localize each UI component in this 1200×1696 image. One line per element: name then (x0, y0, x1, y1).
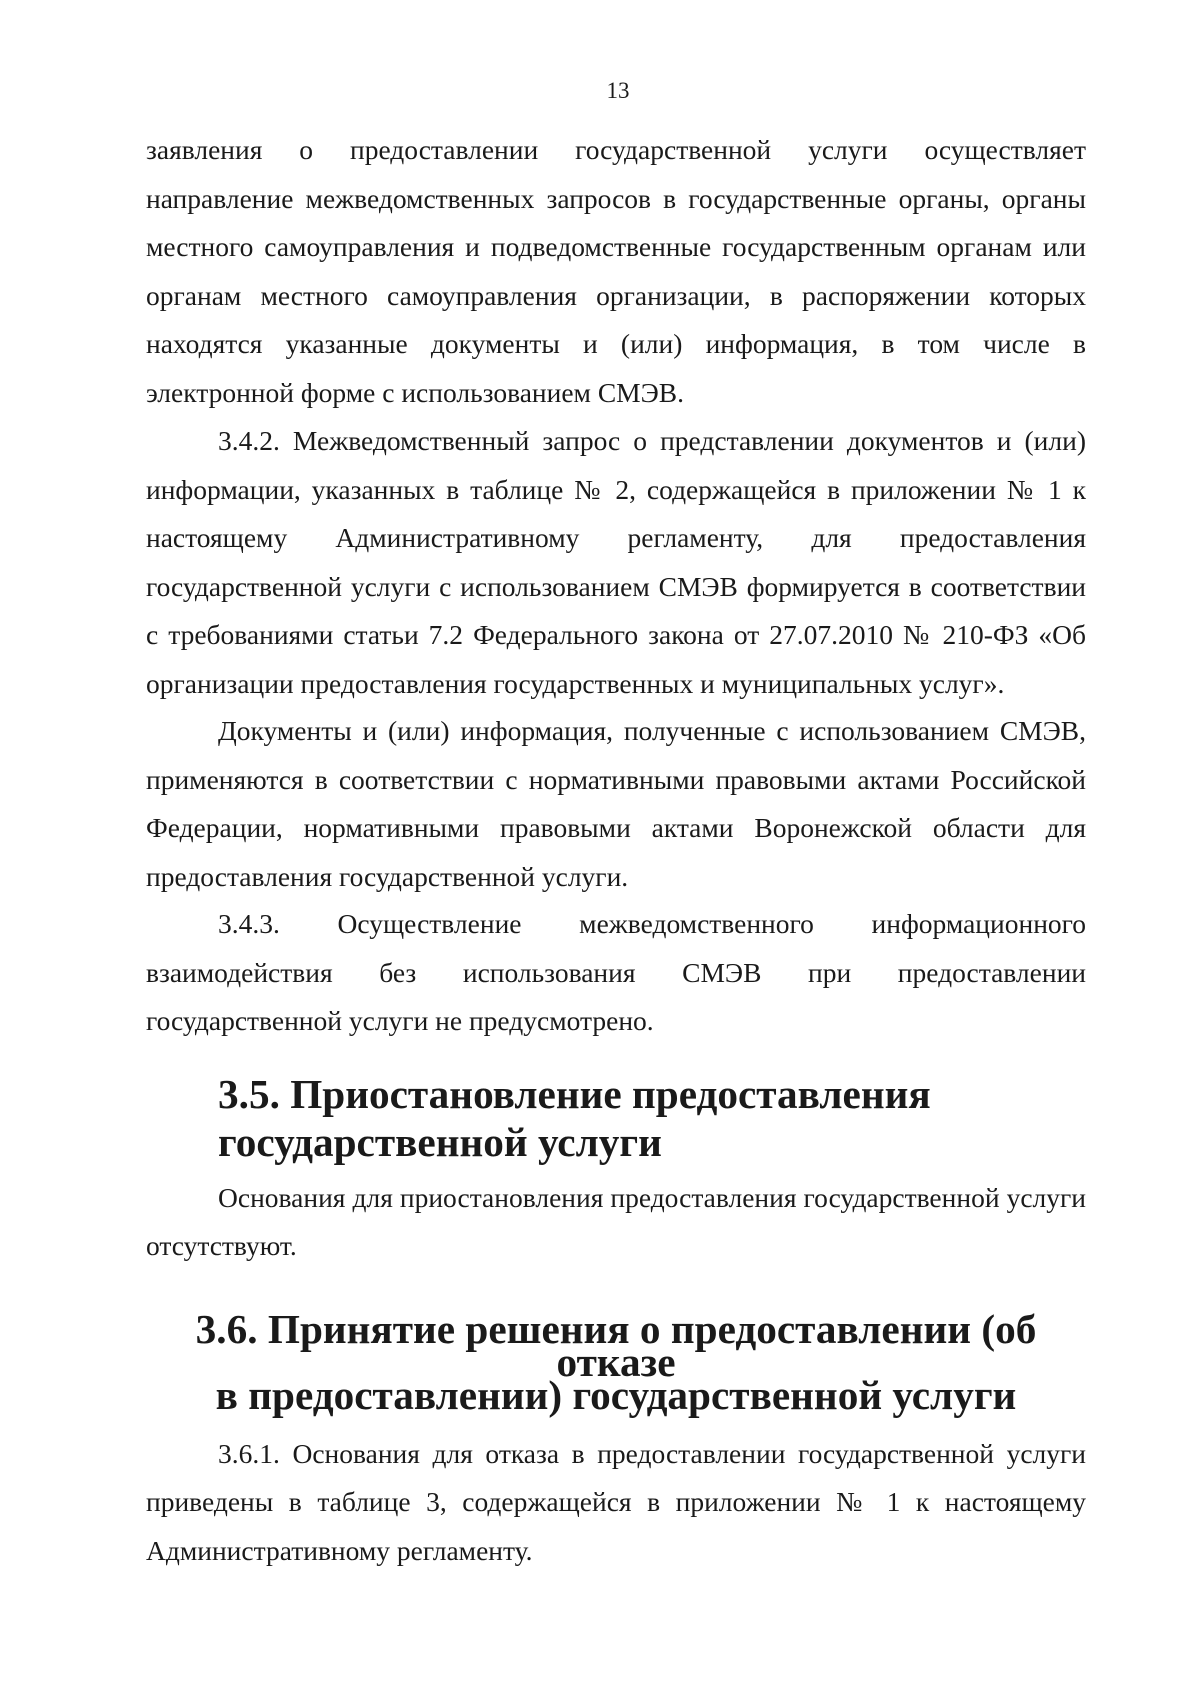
page-number: 13 (606, 78, 630, 103)
paragraph-3-4-3: 3.4.3. Осуществление межведомственного информационного взаимодействия без использования СМЭВ при предоставлении государственной услуги не предусмотрено. (146, 908, 1086, 1036)
document-body (146, 126, 1086, 1575)
paragraph-3-4-2: 3.4.2. Межведомственный запрос о представлении документов и (или) информации, указанных в таблице № 2, содержащейся в приложении № 1 к настоящему Административному регламенту, для предоставления государственной услуги с использованием СМЭВ формируется в соответствии с требованиями статьи 7.2 Федерального закона от 27.07.2010 № 210-ФЗ «Об организации предоставления государственных и муниципальных услуг». (146, 425, 1086, 699)
paragraph-suspension-grounds: Основания для приостановления предоставления государственной услуги отсутствуют. (146, 1181, 1086, 1261)
paragraph-continuation: заявления о предоставлении государственной услуги осуществляет направление межведомственных запросов в государственные органы, органы местного самоуправления и подведомственные государственным органам или органам местного самоуправления организации, в распоряжении которых находятся указанные документы и (или) информация, в том числе в электронной форме с использованием СМЭВ. (146, 134, 1086, 408)
section-heading-3-6 (146, 1305, 1086, 1418)
paragraph-3-6-1: 3.6.1. Основания для отказа в предоставлении государственной услуги приведены в таблице 3, содержащейся в приложении № 1 к настоящему Административному регламенту. (146, 1437, 1086, 1566)
section-heading-3-6-line-2: в предоставлении) государственной услуги (215, 1371, 1017, 1418)
section-heading-3-5: 3.5. Приостановление предоставления государственной услуги (218, 1070, 931, 1165)
section-heading-3-6-line-1: 3.6. Принятие решения о предоставлении (об отказе (195, 1305, 1037, 1385)
paragraph-smev-documents: Документы и (или) информация, полученные с использованием СМЭВ, применяются в соответствии с нормативными правовыми актами Российской Федерации, нормативными правовыми актами Воронежской области для предоставления государственной услуги. (146, 715, 1086, 892)
